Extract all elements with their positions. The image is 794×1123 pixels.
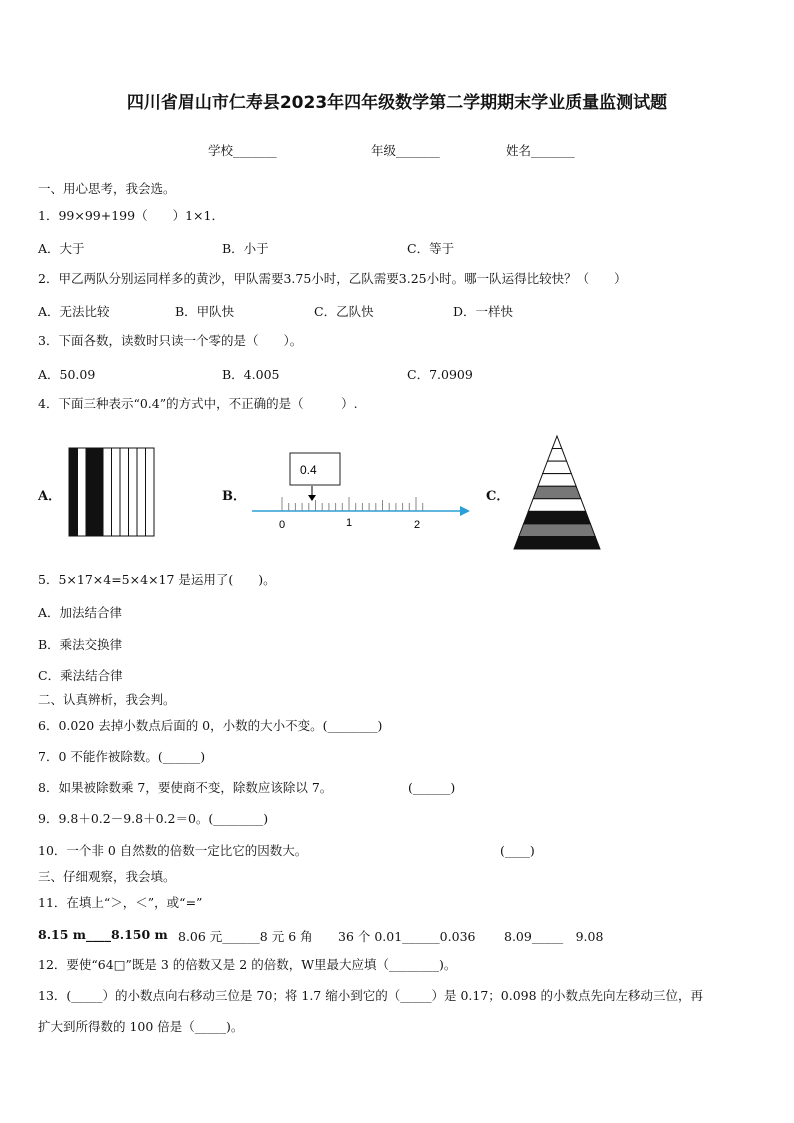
number-line-figure [248,450,474,535]
q1-option-a: A．大于 [38,241,85,256]
q4-label-a: A． [38,489,62,504]
bar-strip [103,448,112,536]
triangle-band [524,511,591,524]
q5-option-c: C．乘法结合律 [38,668,123,683]
q3-text: 3．下面各数，读数时只读一个零的是（ ）。 [38,333,303,348]
page-title: 四川省眉山市仁寿县2023年四年级数学第二学期期末学业质量监测试题 [126,93,668,113]
q5-text: 5．5×17×4=5×4×17 是运用了( )。 [38,572,276,587]
q6-text: 6．0.020 去掉小数点后面的 0，小数的大小不变。(________) [38,718,383,733]
q8-blank: (______) [408,780,456,795]
triangle-band [543,461,572,474]
q11-text: 11．在填上“＞，＜”，或“=” [38,895,203,910]
q2-option-a: A．无法比较 [38,304,110,319]
q4-label-b: B． [222,489,246,504]
bar-strip [69,448,78,536]
q2-option-b: B．甲队快 [175,304,235,319]
bar-strip [137,448,146,536]
school-field: 学校_______ [208,143,277,158]
bar-strip [86,448,95,536]
bar-strip [112,448,121,536]
triangle-band [514,536,600,549]
bar-strip [146,448,155,536]
tick-label-2: 2 [414,519,421,531]
section-3-heading: 三、仔细观察，我会填。 [38,869,176,884]
q10-blank: (____) [500,843,535,858]
triangle-band [533,486,581,499]
q5-option-a: A．加法结合律 [38,605,123,620]
q1-text: 1．99×99+199（ ）1×1． [38,208,224,223]
q11-item-4: 8.09_____ 9.08 [504,929,604,944]
q4-label-c: C． [486,489,510,504]
grade-field: 年级_______ [371,143,440,158]
q13-line-2: 扩大到所得数的 100 倍是（_____)。 [38,1019,244,1034]
triangle-band [519,524,595,537]
pointer-arrow-icon [308,495,316,501]
bar-strip [129,448,138,536]
section-2-heading: 二、认真辨析，我会判。 [38,692,176,707]
q11-item-1: 8.15 m____8.150 m [38,927,168,942]
q3-option-a: A．50.09 [38,367,96,382]
q11-item-2: 8.06 元______8 元 6 角 [178,929,313,944]
triangle-band [528,499,585,512]
q12-text: 12．要使“64□”既是 3 的倍数又是 2 的倍数，W里最大应填（________)。 [38,957,457,972]
q3-option-b: B．4.005 [222,367,280,382]
section-1-heading: 一、用心思考，我会选。 [38,181,176,196]
q4-text: 4．下面三种表示“0.4”的方式中，不正确的是（ ）. [38,396,358,411]
decimal-bar-figure [68,447,155,537]
axis-ticks [282,497,423,511]
tick-label-1: 1 [346,517,353,529]
q2-option-c: C．乙队快 [314,304,374,319]
q10-text: 10．一个非 0 自然数的倍数一定比它的因数大。 [38,843,308,858]
axis-arrow-icon [460,506,470,516]
q5-option-b: B．乘法交换律 [38,637,123,652]
q2-text: 2．甲乙两队分别运同样多的黄沙，甲队需要3.75小时，乙队需要3.25小时。哪一队运得比较快？（ ） [38,271,627,286]
triangle-figure [512,434,602,552]
bar-strip [95,448,104,536]
name-field: 姓名_______ [506,143,575,158]
q1-option-c: C．等于 [407,241,455,256]
triangle-band [552,436,562,449]
bar-strip [78,448,87,536]
q1-option-b: B．小于 [222,241,269,256]
triangle-band [538,474,576,487]
tick-label-0: 0 [279,519,286,531]
q9-text: 9．9.8＋0.2－9.8＋0.2＝0。(________) [38,811,269,826]
triangle-band [547,449,566,462]
q7-text: 7．0 不能作被除数。(______) [38,749,206,764]
q3-option-c: C．7.0909 [407,367,473,382]
q2-option-d: D．一样快 [453,304,514,319]
value-box-label: 0.4 [300,463,317,477]
q13-line-1: 13．(_____）的小数点向右移动三位是 70；将 1.7 缩小到它的（_____）是 0.17；0.098 的小数点先向左移动三位，再 [38,988,704,1003]
bar-strip [120,448,129,536]
q11-item-3: 36 个 0.01______0.036 [338,929,476,944]
q8-text: 8．如果被除数乘 7，要使商不变，除数应该除以 7。 [38,780,333,795]
